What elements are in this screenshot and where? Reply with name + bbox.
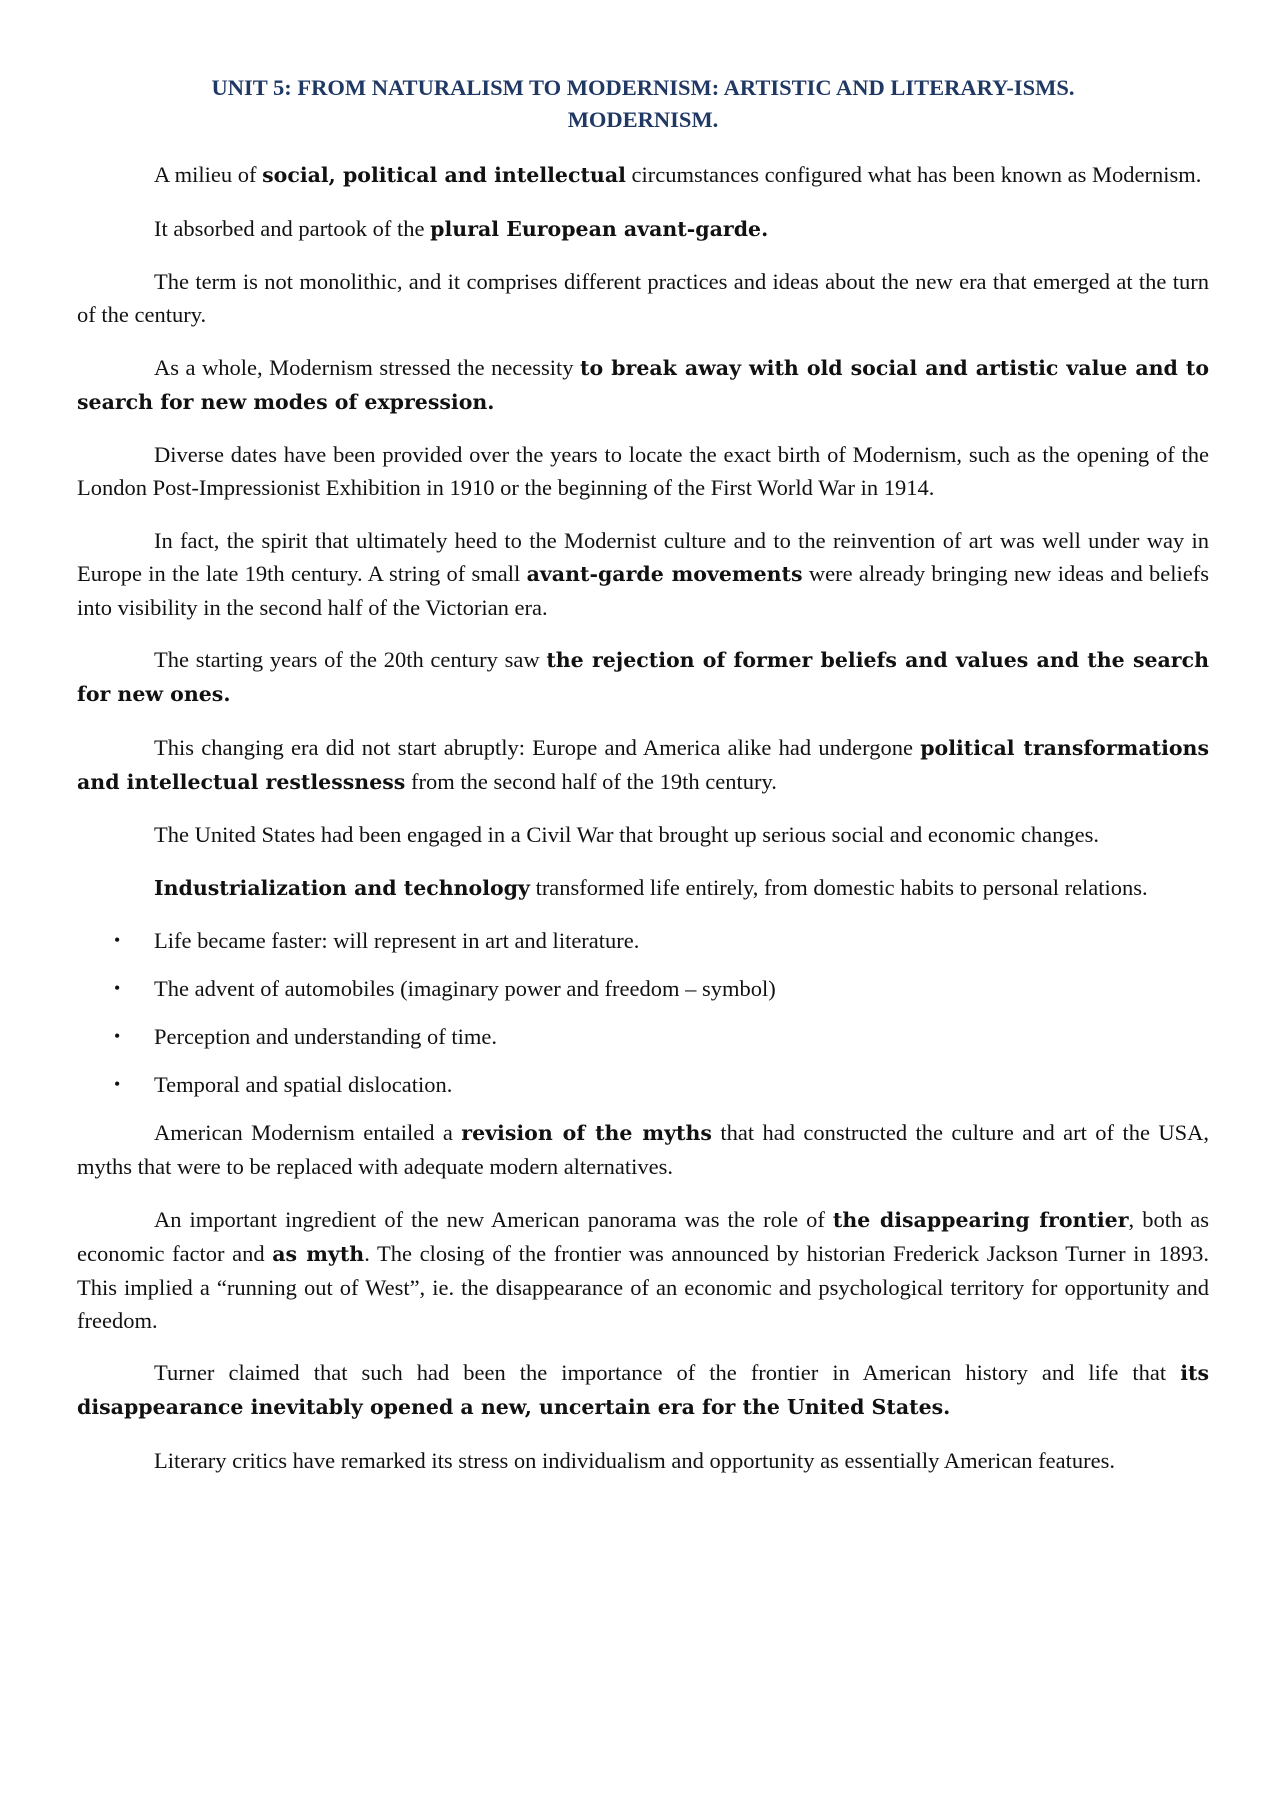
bullet-item: [77, 924, 1209, 957]
bullet-item: [77, 972, 1209, 1005]
text-run: The United States had been engaged in a Civil War that brought up serious social and economic changes.: [154, 822, 1100, 847]
bold-text: political transformations and intellectual restlessness: [77, 735, 1210, 794]
bullet-item: [77, 1068, 1209, 1101]
bold-text: avant-garde movements: [526, 561, 803, 586]
paragraph-after-2: [77, 1203, 1209, 1337]
text-run: that had constructed the culture and art of the USA, myths that were to be replaced with adequate modern alternatives.: [77, 1120, 1209, 1179]
bold-text: revision of the myths: [461, 1121, 712, 1145]
text-run: The starting years of the 20th century saw: [154, 647, 547, 672]
paragraph-4: [77, 351, 1209, 419]
text-run: In fact, the spirit that ultimately heed to the Modernist culture and to the reinvention of art was well under way in Europe in the late 19th century. A string of small: [77, 527, 1209, 586]
bold-text: its disappearance inevitably opened a new, uncertain era for the United States.: [77, 1361, 1209, 1419]
paragraph-5: [77, 438, 1209, 504]
bullet-dot-icon: •: [114, 1026, 121, 1046]
bullet-dot-icon: •: [114, 978, 121, 998]
bullet-text: Perception and understanding of time.: [154, 1024, 498, 1049]
paragraph-7: [77, 643, 1209, 711]
text-run: transformed life entirely, from domestic habits to personal relations.: [529, 874, 1148, 900]
bullet-text: Life became faster: will represent in art and literature.: [154, 928, 640, 953]
bullet-text: Temporal and spatial dislocation.: [154, 1072, 453, 1097]
paragraph-after-3: [77, 1356, 1209, 1424]
bullet-item: [77, 1020, 1209, 1053]
text-run: This changing era did not start abruptly: Europe and America alike had undergone: [154, 734, 921, 760]
text-run: A milieu of: [154, 162, 263, 187]
paragraph-after-4: [77, 1444, 1209, 1477]
text-run: were already bringing new ideas and beliefs into visibility in the second half of the Victorian era.: [77, 560, 1210, 620]
paragraphs-before-list: [77, 158, 1209, 905]
bullet-dot-icon: •: [114, 1074, 121, 1094]
text-run: , both as economic factor and: [77, 1206, 1209, 1266]
bold-text: Industrialization and technology: [154, 875, 530, 900]
text-run: An important ingredient of the new American panorama was the role of: [154, 1206, 833, 1232]
paragraph-6: [77, 524, 1209, 624]
bullet-text: The advent of automobiles (imaginary power and freedom – symbol): [154, 976, 776, 1001]
text-run: American Modernism entailed a: [154, 1120, 462, 1145]
bold-text: plural European avant-garde.: [430, 216, 769, 241]
paragraph-3: [77, 265, 1209, 331]
bold-text: the disappearing frontier: [832, 1207, 1129, 1232]
text-run: from the second half of the 19th century.: [405, 768, 777, 794]
text-run: It absorbed and partook of the: [154, 215, 431, 241]
text-run: The term is not monolithic, and it comprises different practices and ideas about the new era that emerged at the turn of the century.: [77, 269, 1209, 327]
document-page: [77, 72, 1209, 1496]
text-run: Literary critics have remarked its stress on individualism and opportunity as essentially American features.: [154, 1447, 1115, 1473]
text-run: . The closing of the frontier was announced by historian Frederick Jackson Turner in 1893. This implied a “running out of West”, ie. the disappearance of an economic and psychological territory for opportunity and freedom.: [77, 1240, 1209, 1333]
bullet-dot-icon: •: [114, 930, 121, 950]
bold-text: to break away with old social and artistic value and to search for new modes of expression.: [77, 355, 1209, 414]
text-run: Diverse dates have been provided over the years to locate the exact birth of Modernism, such as the opening of the London Post-Impressionist Exhibition in 1910 or the beginning of the First World War in 1914.: [77, 442, 1209, 500]
paragraph-9: [77, 818, 1209, 851]
bullet-list: [77, 924, 1209, 1101]
paragraph-2: [77, 212, 1209, 246]
text-run: As a whole, Modernism stressed the necessity: [154, 354, 581, 380]
text-run: Turner claimed that such had been the importance of the frontier in American history and life that: [154, 1360, 1181, 1385]
unit-title: [77, 72, 1209, 136]
bold-text: social, political and intellectual: [262, 163, 626, 187]
unit-title-line-1: UNIT 5: FROM NATURALISM TO MODERNISM: ARTISTIC AND LITERARY-ISMS.: [211, 75, 1075, 100]
unit-title-line-2: MODERNISM.: [567, 107, 719, 132]
paragraph-10: [77, 871, 1209, 905]
paragraphs-after-list: [77, 1116, 1209, 1477]
paragraph-after-1: [77, 1116, 1209, 1183]
bold-text: as myth: [272, 1241, 365, 1266]
text-run: circumstances configured what has been known as Modernism.: [625, 162, 1202, 187]
paragraph-1: [77, 158, 1209, 192]
bold-text: the rejection of former beliefs and values and the search for new ones.: [77, 648, 1209, 706]
paragraph-8: [77, 731, 1209, 799]
